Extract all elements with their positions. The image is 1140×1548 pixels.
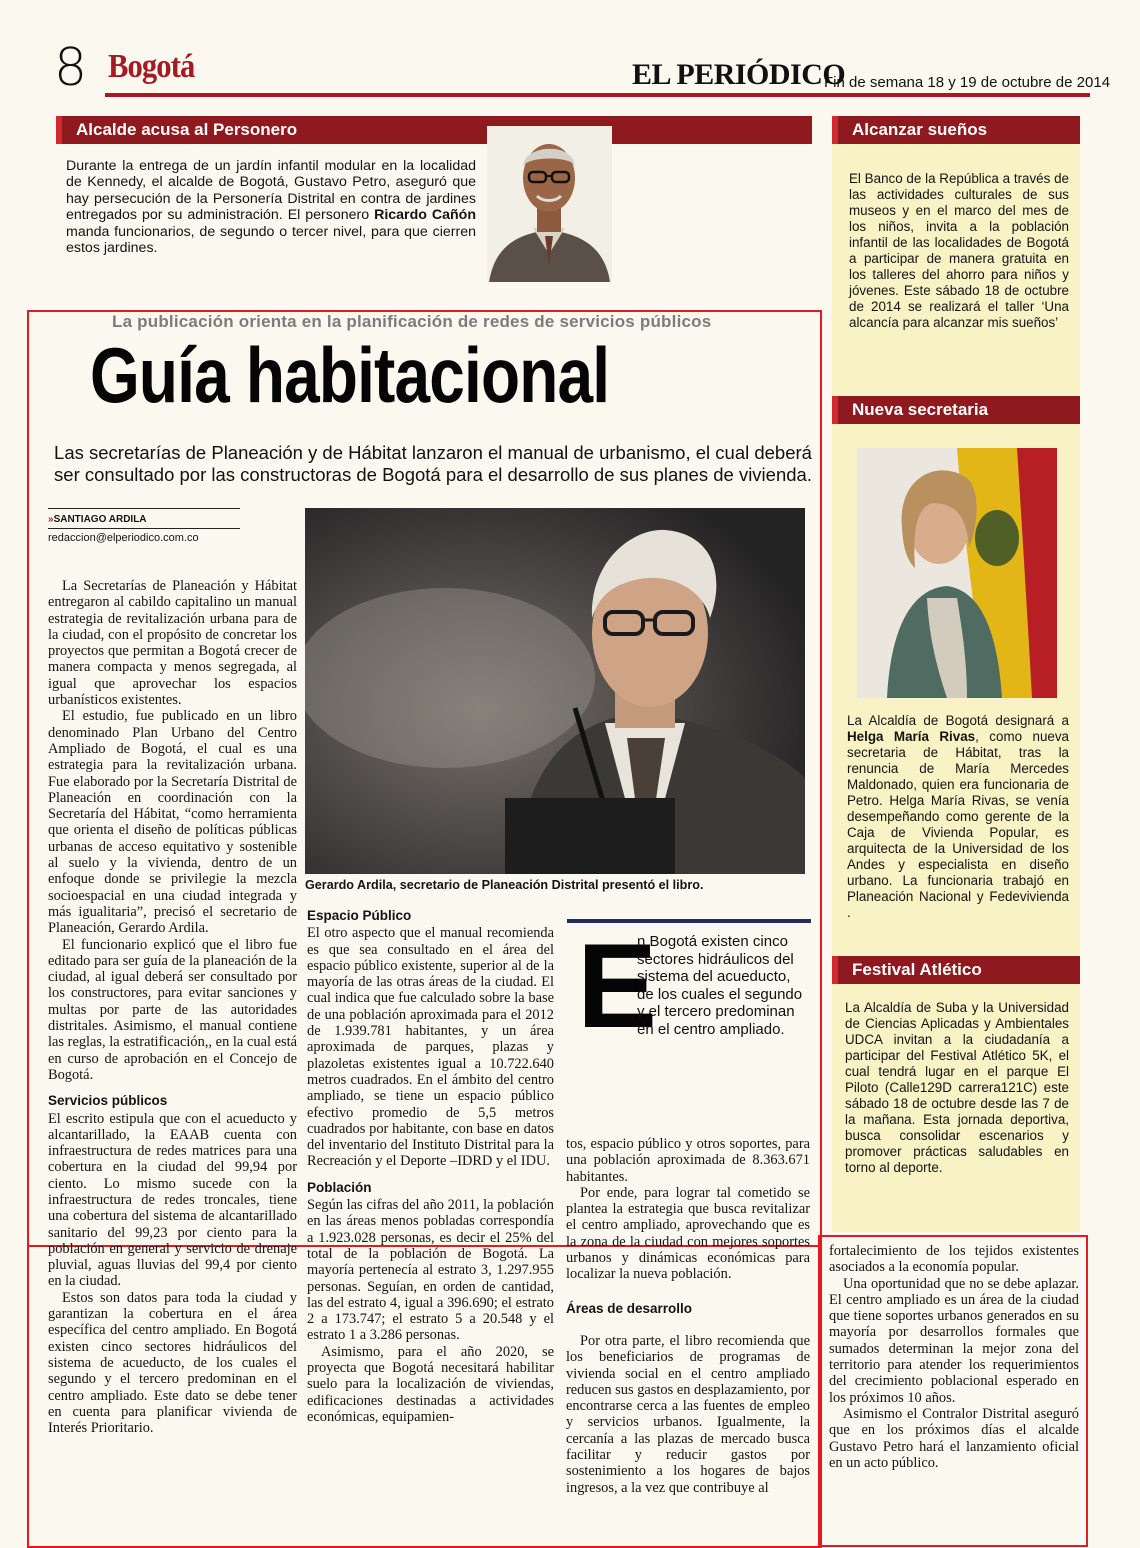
- sidebar-title-bar-1: [832, 116, 1080, 144]
- photo-caption: Gerardo Ardila, secretario de Planeación Distrital presentó el libro.: [305, 878, 704, 892]
- byline-author: SANTIAGO ARDILA: [53, 514, 147, 525]
- pull-quote: [567, 919, 811, 1105]
- mayor-photo: [487, 126, 612, 282]
- top-story-text: Durante la entrega de un jardín infantil modular en la localidad de Kennedy, el alcalde de Bogotá, Gustavo Petro, aseguró que hay persecución de la Personería Distrital en contra de jardines entregados por su administración. El personero Ricardo Cañón manda funcionarios, de segundo o tercer nivel, para que cierren estos jardines.: [66, 158, 476, 257]
- sidebar-title-3: Festival Atlético: [852, 960, 982, 979]
- pull-quote-drop-cap: E: [577, 919, 658, 1053]
- byline: »SANTIAGO ARDILA: [48, 514, 147, 525]
- sidebar-title-1: Alcanzar sueños: [852, 120, 988, 139]
- subhead-areas: Áreas de desarrollo: [566, 1300, 693, 1316]
- sidebar-text-3: La Alcaldía de Suba y la Universidad de Ciencias Aplicadas y Ambientales UDCA invitan a la ciudadanía a participar del Festival Atlético 5K, el cual tendrá lugar en el parque El Piloto (Calle129D carrera121C) este sábado 18 de octubre desde las 7 de la mañana. Esta jornada deportiva, busca consolidar escenarios y promover prácticas saludables en torno al deporte.: [845, 1000, 1069, 1175]
- sidebar-title-bar-2: [832, 396, 1080, 424]
- article-column-1: La Secretarías de Planeación y Hábitat entregaron al cabildo capitalino un manual estrategia de revitalización urbana para de la ciudad, con el propósito de concretar los proyectos que permitan a Bogotá crecer de manera compacta y menos segregada, al igual que aprovechar los espacios urbanísticos existentes. El estudio, fue publicado en un libro denominado Plan Urbano del Centro Ampliado de Bogotá, el cual es una estrategia para la revitalización urbana. Fue elaborado por la Secretaría Distrital de Planeación en coordinación con la Secretaría del Hábitat, “como herramienta que orienta el diseño de políticas públicas urbanas de acceso equitativo y sostenible al suelo y la vivienda, dentro de un enfoque donde se privilegie la mezcla socioespacial en una ciudad integrada y más igualitaria”, precisó el secretario de Planeación, Gerardo Ardila. El funcionario explicó que el libro fue editado para ser guía de la planeación de la ciudad, al igual deberá ser consultado por los constructores, para evitar sanciones y multas por parte de las autoridades distritales. Asimismo, el manual contiene las reglas, la estratificación,, en la cual está en curso de aprobación en el Concejo de Bogotá. Servicios públicos El escrito estipula que con el acueducto y alcantarillado, la EAAB cuenta con infraestructura de redes matrices para una cobertura en la ciudad del 99,94 por ciento. Lo mismo sucede con la infraestructura de redes troncales, tiene una cobertura del sistema de alcantarillado sanitario del 99,23 por ciento para la población en general y servicio de drenaje pluvial, aguas lluvias del 99,4 por ciento en la ciudad. Estos son datos para toda la ciudad y garantizan la cobertura en el área específica del centro ampliado. En Bogotá existen cinco sectores hidráulicos del sistema de acueducto, de los cuales el segundo y el tercero predominan en el centro ampliado. Este dato se debe tener en cuenta para planificar vivienda de Interés Prioritario.: [48, 578, 297, 1437]
- subhead-poblacion: Población: [307, 1179, 372, 1195]
- article-column-4: fortalecimiento de los tejidos existentes asociados a la economía popular. Una oportunidad que no se debe aplazar. El centro ampliado es un área de la ciudad que tiene soportes urbanos generados en su mayoría por desarrollos formales que sumados determinan la mejor zona del territorio para atender los requerimientos del crecimiento poblacional esperado en los próximos 10 años. Asimismo el Contralor Distrital aseguró que en los próximos días el alcalde Gustavo Petro hará el lanzamiento oficial en un acto público.: [829, 1243, 1079, 1471]
- article-column-3: tos, espacio público y otros soportes, para una población aproximada de 8.363.671 habitantes. Por ende, para lograr tal cometido se plantea la estrategia que busca revitalizar el centro ampliado, aprovechando que es la zona de la ciudad con mejores soportes urbanos y dinámicas económicas para localizar la nueva población. Áreas de desarrollo Por otra parte, el libro recomienda que los beneficiarios de programas de vivienda social en el centro ampliado reducen sus gastos en desplazamiento, por encontrarse cerca a las fuentes de empleo y servicios urbanos. Igualmente, la cercanía a las plazas de mercado busca facilitar y reducir gastos por sostenimiento a los hogares de bajos ingresos, a la vez que contribuye al: [566, 1136, 810, 1496]
- top-story-bold-name: Ricardo Cañón: [374, 207, 476, 224]
- sidebar-bold-name: Helga María Rivas: [847, 729, 976, 744]
- top-story-title-bar: [56, 116, 812, 144]
- article-photo: [305, 508, 805, 874]
- top-story-title: Alcalde acusa al Personero: [76, 120, 298, 139]
- subhead-servicios: Servicios públicos: [48, 1093, 168, 1109]
- secretary-photo: [857, 448, 1057, 698]
- sidebar-title-2: Nueva secretaria: [852, 400, 989, 419]
- masthead: EL PERIÓDICO: [632, 58, 846, 91]
- subhead-espacio: Espacio Público: [307, 908, 412, 923]
- article-headline: Guía habitacional: [90, 331, 610, 419]
- byline-rule: [48, 508, 240, 509]
- article-column-2: Espacio Público El otro aspecto que el manual recomienda es que sea consultado en el área del espacio público existente, superior al de la mayoría de las otras áreas de la ciudad. El cual indica que fue calculado sobre la base de una población aproximada para el 2012 de 1.939.781 habitantes, y un área aproximada de parques, plazas y plazoletas existentes igual a 10.722.640 metros cuadrados. En el ámbito del centro ampliado, se tiene un espacio público efectivo promedio de 5,5 metros cuadrados por habitante, con base en datos del inventario del Instituto Distrital para la Recreación y el Deporte –IDRD y el IDU. Población Según las cifras del año 2011, la población en las áreas menos pobladas correspondía a 1.923.028 personas, es decir el 25% del total de la población de Bogotá. La mayoría pertenecía al estrato 3, 1.297.955 personas. Seguían, en orden de cantidad, las del estrato 4, igual a 396.690; el estrato 2 a 173.747; el estrato 5 a 20.548 y el estrato 1 a 3.286 personas. Asimismo, para el año 2020, se proyecta que Bogotá necesitará habilitar suelo para la localización de viviendas, edificaciones destinadas a actividades económicas, equipamien-: [307, 908, 554, 1425]
- header-rule: [105, 93, 1090, 97]
- pull-quote-text: n Bogotá existen cinco sectores hidráulicos del sistema del acueducto, de los cuales el segundo y el tercero predominan en el centro ampliado.: [637, 933, 803, 1038]
- article-kicker: La publicación orienta en la planificación de redes de servicios públicos: [112, 312, 712, 331]
- byline-rule-2: [48, 528, 240, 529]
- issue-date: Fin de semana 18 y 19 de octubre de 2014: [824, 74, 1111, 91]
- page-number: 8: [54, 38, 88, 98]
- sidebar-title-bar-3: [832, 956, 1080, 984]
- article-deck: Las secretarías de Planeación y de Hábitat lanzaron el manual de urbanismo, el cual deberá ser consultado por las constructoras de Bogotá para el desarrollo de sus planes de vivienda.: [54, 442, 812, 485]
- byline-email: redaccion@elperiodico.com.co: [48, 532, 199, 544]
- sidebar-text-2: La Alcaldía de Bogotá designará a Helga María Rivas, como nueva secretaria de Hábitat, tras la renuncia de María Mercedes Maldonado, quien era funcionaria de Petro. Helga María Rivas, se venía desempeñando como gerente de la Caja de Vivienda Popular, es arquitecta de la Universidad de los Andes y especialista en diseño urbano. La funcionaria trabajó en Planeación Nacional y Fedevivienda .: [847, 713, 1070, 920]
- sidebar-text-1: El Banco de la República a través de las actividades culturales de sus museos y en el marco del mes de los niños, invita a la población infantil de las localidades de Bogotá a participar de manera gratuita en los talleres del ahorro para niños y jóvenes. Este sábado 18 de octubre de 2014 se realizará el taller ‘Una alcancía para alcanzar mis sueños’: [849, 171, 1069, 330]
- section-title: Bogotá: [108, 48, 195, 85]
